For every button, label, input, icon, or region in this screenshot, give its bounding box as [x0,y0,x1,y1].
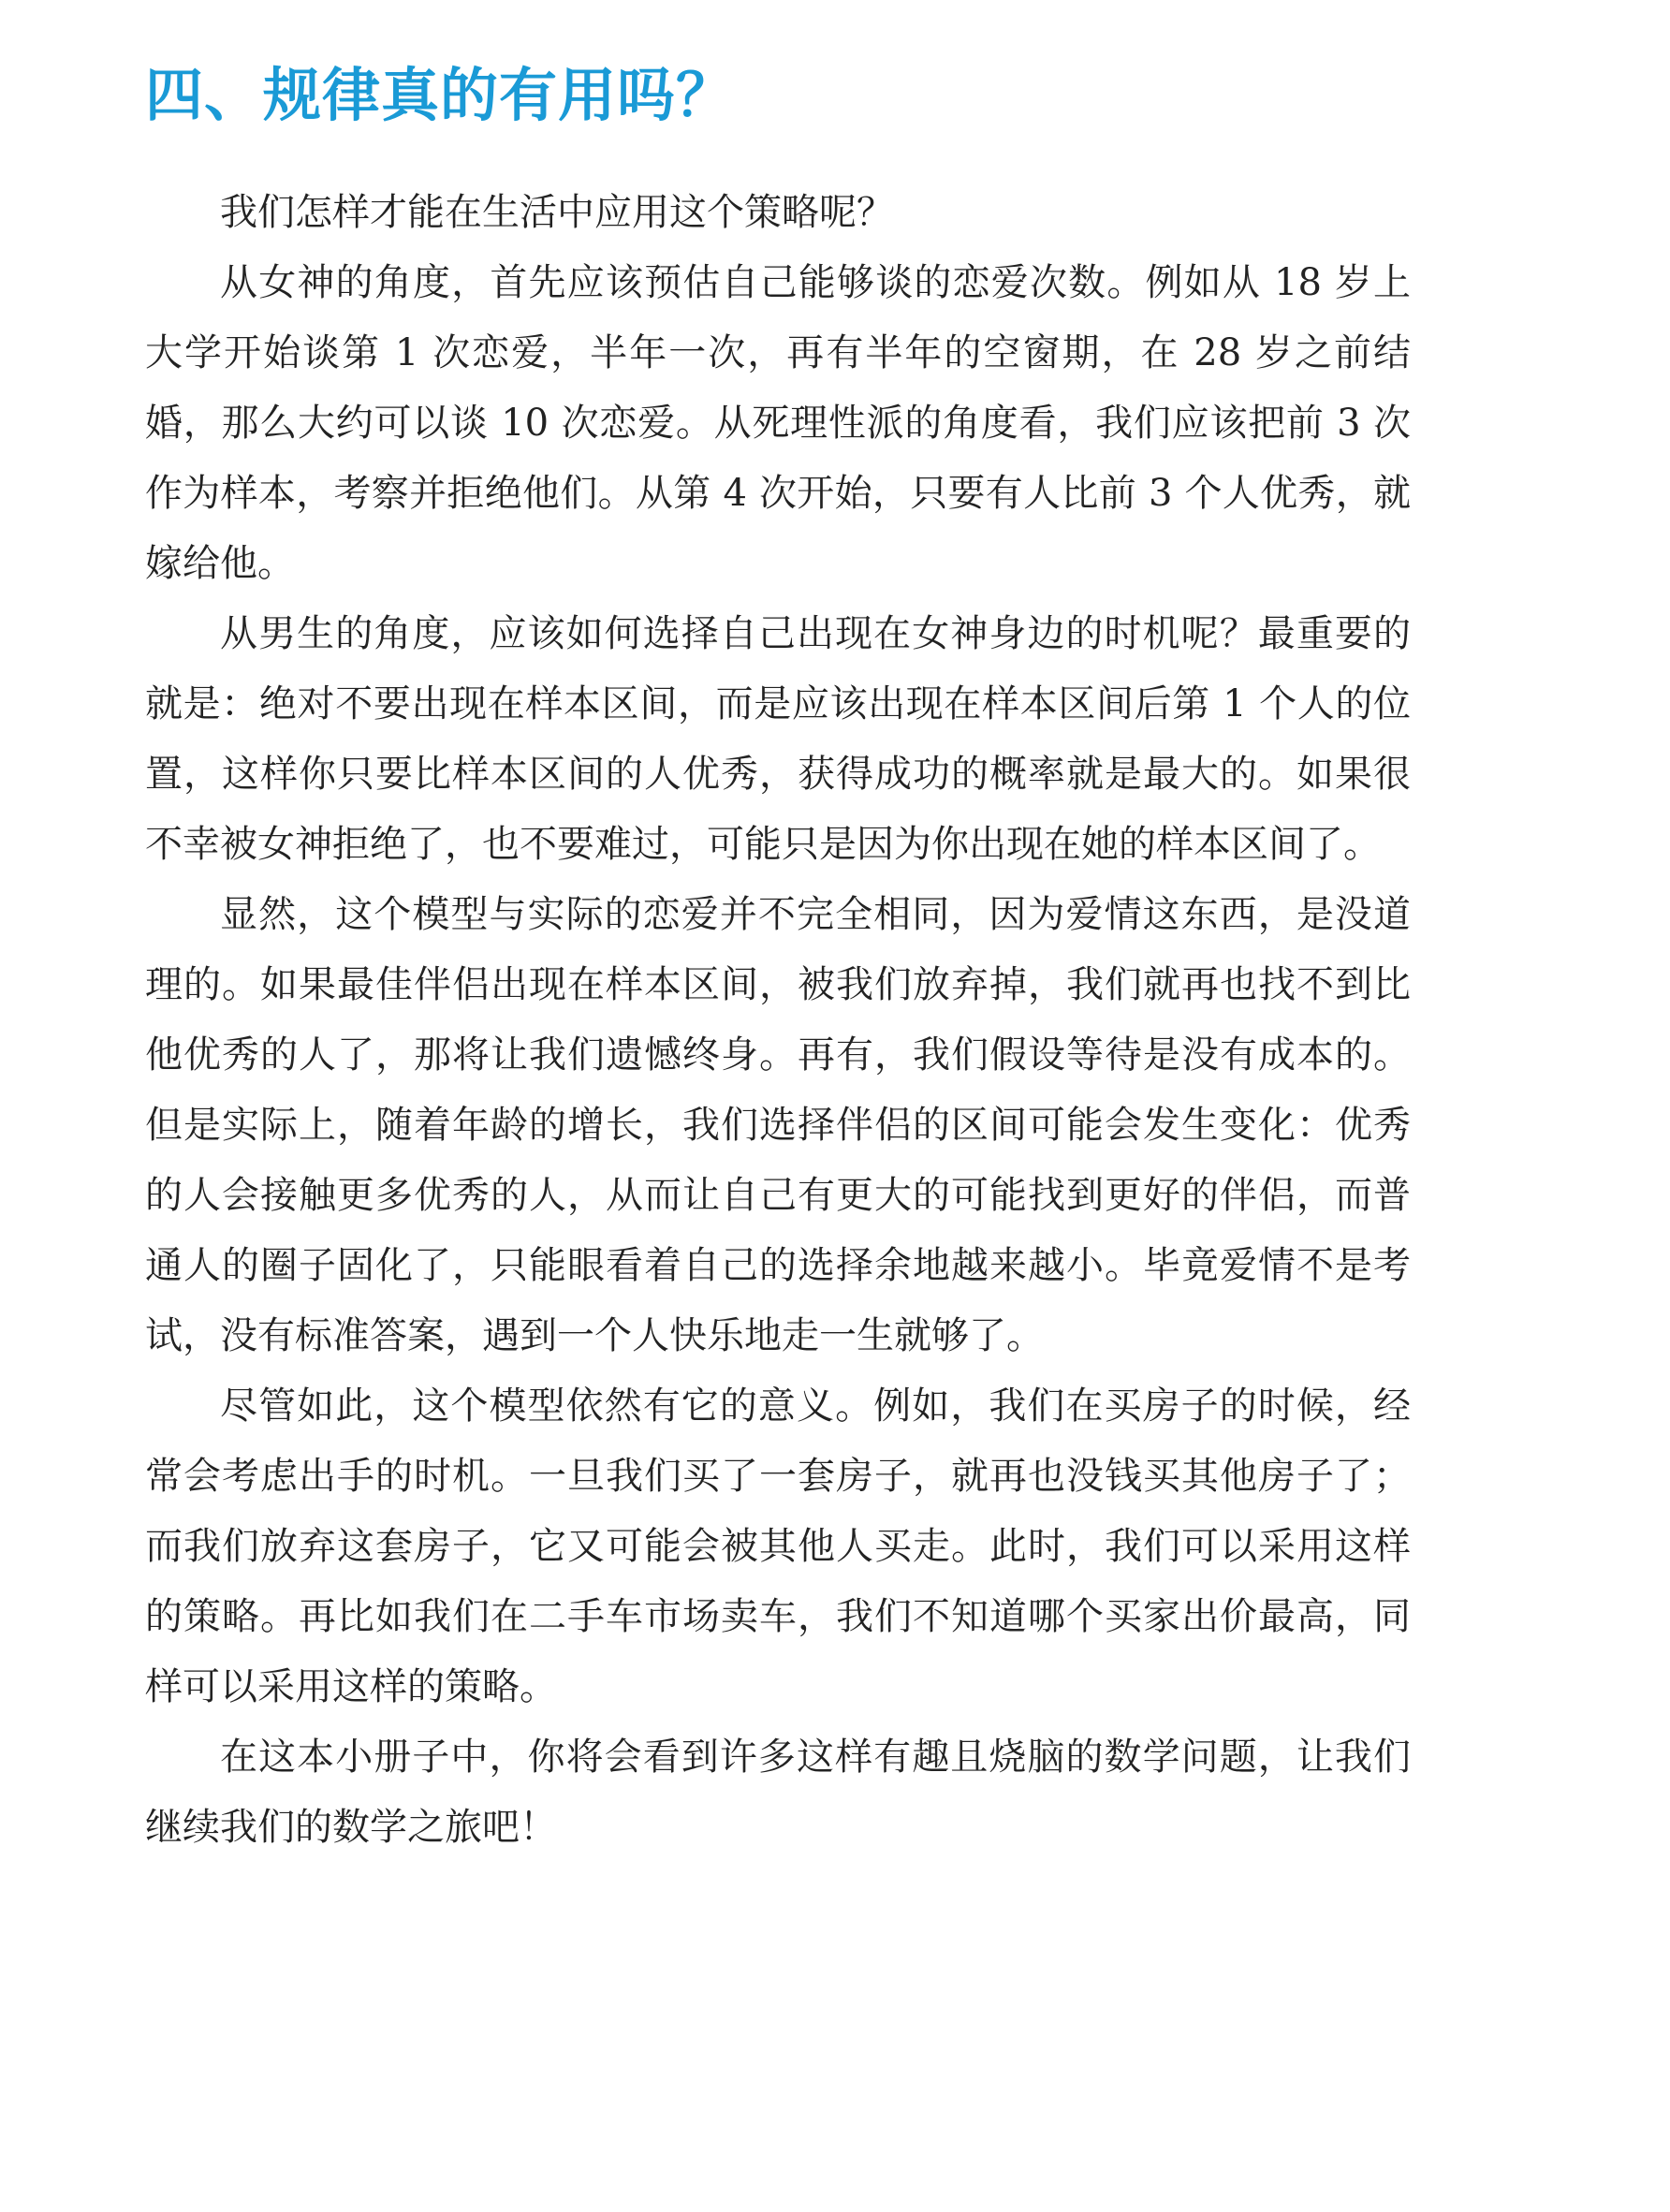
section-heading: 四、规律真的有用吗？ [145,61,736,129]
paragraph-goddess-perspective: 从女神的角度，首先应该预估自己能够谈的恋爱次数。例如从 18 岁上大学开始谈第 1 次恋爱，半年一次，再有半年的空窗期，在 28 岁之前结婚，那么大约可以谈 10 次恋爱。从死理性派的角度看，我们应该把前 3 次作为样本，考察并拒绝他们。从第 4 次开始，只要有人比前 3 个人优秀，就嫁给他。 [145,261,1411,585]
paragraph-model-limitations: 显然，这个模型与实际的恋爱并不完全相同，因为爱情这东西，是没道理的。如果最佳伴侣出现在样本区间，被我们放弃掉，我们就再也找不到比他优秀的人了，那将让我们遗憾终身。再有，我们假设等待是没有成本的。但是实际上，随着年龄的增长，我们选择伴侣的区间可能会发生变化：优秀的人会接触更多优秀的人，从而让自己有更大的可能找到更好的伴侣，而普通人的圈子固化了，只能眼看着自己的选择余地越来越小。毕竟爱情不是考试，没有标准答案，遇到一个人快乐地走一生就够了。 [145,893,1411,1357]
paragraph-model-applications: 尽管如此，这个模型依然有它的意义。例如，我们在买房子的时候，经常会考虑出手的时机。一旦我们买了一套房子，就再也没钱买其他房子了；而我们放弃这套房子，它又可能会被其他人买走。此时，我们可以采用这样的策略。再比如我们在二手车市场卖车，我们不知道哪个买家出价最高，同样可以采用这样的策略。 [145,1384,1411,1708]
paragraph-boy-perspective: 从男生的角度，应该如何选择自己出现在女神身边的时机呢？最重要的就是：绝对不要出现在样本区间，而是应该出现在样本区间后第 1 个人的位置，这样你只要比样本区间的人优秀，获得成功的概率就是最大的。如果很不幸被女神拒绝了，也不要难过，可能只是因为你出现在她的样本区间了。 [145,612,1411,866]
body-text [145,178,1411,1863]
paragraph-question: 我们怎样才能在生活中应用这个策略呢？ [220,191,894,234]
paragraph-closing: 在这本小册子中，你将会看到许多这样有趣且烧脑的数学问题，让我们继续我们的数学之旅吧！ [145,1736,1411,1849]
